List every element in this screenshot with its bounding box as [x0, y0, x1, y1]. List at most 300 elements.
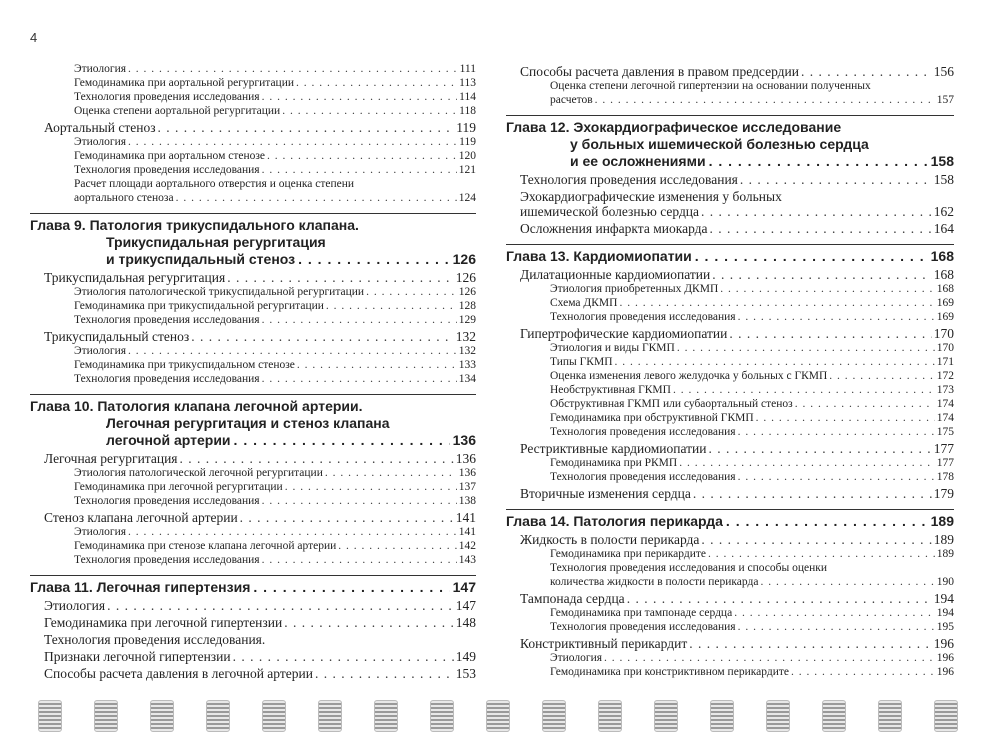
entry-page-number: 164 — [933, 221, 954, 236]
toc-entry[interactable] — [30, 104, 476, 118]
entry-text-line — [520, 204, 954, 219]
entry-page-number: 162 — [933, 204, 954, 219]
entry-text: Гипертрофические кардиомиопатии — [520, 326, 728, 341]
chapter-title-text: и ее осложнениями — [570, 153, 706, 169]
toc-entry[interactable] — [30, 372, 476, 386]
leader-dots — [128, 344, 457, 358]
spiral-ring-icon — [710, 700, 734, 732]
entry-text: Гемодинамика при тампонаде сердца — [550, 607, 733, 619]
leader-dots — [740, 172, 932, 187]
entry-page-number: 143 — [458, 554, 476, 566]
leader-dots — [240, 510, 454, 525]
toc-entry[interactable] — [506, 591, 954, 606]
leader-dots — [234, 432, 450, 449]
entry-text: Этиология — [550, 652, 603, 664]
toc-entry[interactable] — [30, 539, 476, 553]
toc-entry[interactable] — [506, 189, 954, 219]
leader-dots — [795, 397, 935, 411]
leader-dots — [738, 620, 935, 634]
toc-entry[interactable] — [30, 62, 476, 76]
entry-text: Гемодинамика при трикуспидальной регургитации — [74, 300, 324, 312]
spiral-ring-icon — [94, 700, 118, 732]
entry-text: расчетов — [550, 94, 593, 106]
toc-entry[interactable] — [506, 532, 954, 547]
chapter-heading[interactable] — [506, 244, 954, 265]
toc-entry[interactable] — [506, 310, 954, 324]
leader-dots — [760, 575, 934, 589]
entry-text: Гемодинамика при аортальном стенозе — [74, 150, 266, 162]
toc-entry[interactable] — [30, 285, 476, 299]
toc-entry[interactable] — [506, 341, 954, 355]
chapter-page-number: 158 — [930, 153, 954, 169]
entry-text: Легочная регургитация — [44, 451, 178, 466]
toc-entry[interactable] — [506, 441, 954, 456]
entry-text: ишемической болезнью сердца — [520, 204, 700, 219]
entry-page-number: 173 — [936, 384, 954, 396]
leader-dots — [695, 248, 928, 265]
entry-text: Этиология — [74, 345, 127, 357]
entry-page-number: 136 — [455, 451, 476, 466]
leader-dots — [615, 355, 935, 369]
entry-text: Технология проведения исследования — [550, 311, 736, 323]
entry-page-number: 148 — [455, 615, 476, 630]
leader-dots — [262, 90, 458, 104]
leader-dots — [176, 191, 457, 205]
entry-text: Трикуспидальный стеноз — [44, 329, 190, 344]
leader-dots — [708, 547, 935, 561]
entry-text: Тампонада сердца — [520, 591, 625, 606]
entry-page-number: 157 — [936, 94, 954, 106]
entry-text: Схема ДКМП — [550, 297, 618, 309]
toc-entry[interactable] — [30, 666, 476, 681]
leader-dots — [191, 329, 454, 344]
toc-entry[interactable] — [30, 90, 476, 104]
leader-dots — [262, 494, 457, 508]
leader-dots — [791, 665, 935, 679]
entry-text: Трикуспидальная регургитация — [44, 270, 226, 285]
entry-text: Этиология — [44, 598, 106, 613]
page-number: 4 — [30, 30, 38, 45]
entry-page-number: 138 — [458, 495, 476, 507]
leader-dots — [282, 104, 457, 118]
toc-left-column — [30, 62, 476, 681]
leader-dots — [285, 480, 457, 494]
leader-dots — [708, 441, 931, 456]
toc-entry[interactable] — [506, 355, 954, 369]
leader-dots — [709, 153, 928, 170]
entry-page-number: 118 — [459, 105, 476, 117]
entry-page-number: 126 — [458, 286, 476, 298]
entry-page-number: 156 — [933, 64, 954, 79]
spiral-ring-icon — [486, 700, 510, 732]
leader-dots — [729, 326, 931, 341]
leader-dots — [267, 149, 457, 163]
spiral-ring-icon — [318, 700, 342, 732]
entry-page-number: 179 — [933, 486, 954, 501]
entry-page-number: 196 — [936, 666, 954, 678]
entry-text: Этиология приобретенных ДКМП — [550, 283, 719, 295]
leader-dots — [734, 606, 935, 620]
entry-page-number: 168 — [933, 267, 954, 282]
leader-dots — [701, 204, 932, 219]
chapter-title-line — [30, 432, 476, 449]
leader-dots — [253, 579, 449, 596]
entry-page-number: 174 — [936, 398, 954, 410]
entry-page-number: 194 — [936, 607, 954, 619]
toc-entry[interactable] — [506, 79, 954, 107]
entry-page-number: 169 — [936, 297, 954, 309]
chapter-page-number: 168 — [930, 248, 954, 264]
leader-dots — [710, 221, 932, 236]
leader-dots — [712, 267, 932, 282]
entry-text-line — [74, 191, 476, 205]
leader-dots — [673, 383, 935, 397]
entry-text: Технология проведения исследования — [74, 495, 260, 507]
chapter-title-line — [506, 513, 954, 530]
spiral-ring-icon — [766, 700, 790, 732]
toc-entry[interactable] — [506, 620, 954, 634]
spiral-ring-icon — [262, 700, 286, 732]
toc-entry[interactable] — [30, 177, 476, 205]
entry-text: Технология проведения исследования — [520, 172, 738, 187]
toc-entry[interactable] — [506, 665, 954, 679]
toc-entry[interactable] — [506, 326, 954, 341]
toc-entry[interactable] — [30, 466, 476, 480]
entry-text: Технология проведения исследования — [74, 314, 260, 326]
entry-text: Гемодинамика при констриктивном перикардите — [550, 666, 789, 678]
toc-entry[interactable] — [506, 172, 954, 187]
entry-text: Технология проведения исследования — [74, 373, 260, 385]
leader-dots — [595, 93, 935, 107]
entry-page-number: 132 — [458, 345, 476, 357]
leader-dots — [689, 636, 932, 651]
entry-page-number: 141 — [458, 526, 476, 538]
toc-entry[interactable] — [30, 329, 476, 344]
entry-page-number: 124 — [458, 192, 476, 204]
entry-text: Гемодинамика при легочной регургитации — [74, 481, 283, 493]
entry-page-number: 137 — [458, 481, 476, 493]
entry-page-number: 134 — [458, 373, 476, 385]
entry-page-number: 174 — [936, 412, 954, 424]
toc-entry[interactable] — [30, 480, 476, 494]
spiral-ring-icon — [822, 700, 846, 732]
chapter-title-text: Глава 14. Патология перикарда — [506, 513, 723, 529]
leader-dots — [227, 270, 454, 285]
entry-page-number: 149 — [455, 649, 476, 664]
entry-page-number: 196 — [936, 652, 954, 664]
entry-text: Гемодинамика при легочной гипертензии — [44, 615, 283, 630]
entry-page-number: 128 — [458, 300, 476, 312]
leader-dots — [338, 539, 456, 553]
entry-text: Гемодинамика при перикардите — [550, 548, 707, 560]
spiral-ring-icon — [38, 700, 62, 732]
entry-text: Способы расчета давления в правом предсердии — [520, 64, 799, 79]
leader-dots — [233, 649, 454, 664]
entry-text: Типы ГКМП — [550, 356, 613, 368]
toc-entry[interactable] — [30, 632, 476, 647]
entry-page-number: 178 — [936, 471, 954, 483]
leader-dots — [298, 251, 450, 268]
leader-dots — [627, 591, 932, 606]
entry-page-number: 111 — [459, 63, 476, 75]
toc-entry[interactable] — [30, 344, 476, 358]
entry-text: Технология проведения исследования — [550, 426, 736, 438]
toc-entry[interactable] — [30, 649, 476, 664]
leader-dots — [296, 76, 457, 90]
chapter-title-line: у больных ишемической болезнью сердца — [570, 136, 869, 152]
leader-dots — [128, 62, 458, 76]
leader-dots — [726, 513, 928, 530]
entry-page-number: 170 — [936, 342, 954, 354]
chapter-title-line: Трикуспидальная регургитация — [106, 234, 326, 250]
toc-entry[interactable] — [506, 221, 954, 236]
toc-entry[interactable] — [506, 651, 954, 665]
entry-text: Технология проведения исследования — [74, 91, 260, 103]
toc-entry[interactable] — [30, 149, 476, 163]
entry-text: Этиология — [74, 63, 127, 75]
leader-dots — [315, 666, 454, 681]
entry-text: Гемодинамика при аортальной регургитации — [74, 77, 295, 89]
chapter-heading[interactable] — [30, 213, 476, 268]
entry-page-number: 195 — [936, 621, 954, 633]
toc-entry[interactable] — [506, 411, 954, 425]
entry-text: Технология проведения исследования — [550, 471, 736, 483]
leader-dots — [262, 163, 457, 177]
chapter-title-text: и трикуспидальный стеноз — [106, 251, 296, 267]
entry-text-line: Технология проведения исследования и способы оценки — [550, 562, 828, 574]
entry-page-number: 126 — [455, 270, 476, 285]
entry-text-line — [550, 575, 954, 589]
toc-entry[interactable] — [30, 494, 476, 508]
leader-dots — [701, 532, 931, 547]
entry-text: Гемодинамика при стенозе клапана легочной артерии — [74, 540, 337, 552]
entry-page-number: 189 — [933, 532, 954, 547]
toc-right-column — [506, 62, 954, 679]
toc-entry[interactable] — [30, 135, 476, 149]
leader-dots — [128, 525, 457, 539]
entry-text: Этиология — [74, 136, 127, 148]
entry-text: Гемодинамика при РКМП — [550, 457, 678, 469]
entry-text: Оценка изменения левого желудочка у больных с ГКМП — [550, 370, 828, 382]
entry-page-number: 119 — [456, 120, 476, 135]
toc-entry[interactable] — [30, 299, 476, 313]
leader-dots — [801, 64, 932, 79]
chapter-page-number: 147 — [452, 579, 476, 595]
toc-entry[interactable] — [30, 615, 476, 630]
entry-text: Жидкость в полости перикарда — [520, 532, 700, 547]
leader-dots — [738, 425, 935, 439]
chapter-heading[interactable] — [30, 394, 476, 449]
toc-entry[interactable] — [506, 425, 954, 439]
entry-text: Оценка степени аортальной регургитации — [74, 105, 281, 117]
chapter-title-line: Глава 10. Патология клапана легочной артерии. — [30, 398, 363, 414]
chapter-title-text: легочной артерии — [106, 432, 231, 448]
toc-entry[interactable] — [506, 383, 954, 397]
entry-page-number: 136 — [458, 467, 476, 479]
toc-entry[interactable] — [30, 76, 476, 90]
entry-page-number: 133 — [458, 359, 476, 371]
entry-text: Обструктивная ГКМП или субаортальный стеноз — [550, 398, 793, 410]
toc-entry[interactable] — [506, 606, 954, 620]
leader-dots — [679, 456, 935, 470]
leader-dots — [107, 598, 454, 613]
leader-dots — [297, 358, 457, 372]
toc-entry[interactable] — [30, 358, 476, 372]
entry-page-number: 153 — [455, 666, 476, 681]
entry-page-number: 170 — [933, 326, 954, 341]
entry-text-line: Оценка степени легочной гипертензии на основании полученных — [550, 80, 871, 92]
leader-dots — [366, 285, 457, 299]
toc-entry[interactable] — [30, 525, 476, 539]
entry-text: Технология проведения исследования. — [44, 632, 266, 647]
entry-text: Констриктивный перикардит — [520, 636, 688, 651]
leader-dots — [829, 369, 934, 383]
spiral-ring-icon — [934, 700, 958, 732]
leader-dots — [619, 296, 934, 310]
entry-page-number: 132 — [455, 329, 476, 344]
entry-page-number: 190 — [936, 576, 954, 588]
toc-entry[interactable] — [506, 296, 954, 310]
toc-entry[interactable] — [506, 64, 954, 79]
entry-page-number: 119 — [459, 136, 476, 148]
entry-text: Этиология патологической трикуспидальной регургитации — [74, 286, 365, 298]
leader-dots — [284, 615, 454, 630]
leader-dots — [326, 299, 457, 313]
toc-entry[interactable] — [506, 547, 954, 561]
chapter-heading[interactable] — [506, 115, 954, 170]
chapter-title-text: Глава 11. Легочная гипертензия — [30, 579, 251, 595]
spiral-ring-icon — [374, 700, 398, 732]
entry-page-number: 194 — [933, 591, 954, 606]
entry-text: Технология проведения исследования — [74, 164, 260, 176]
toc-entry[interactable] — [30, 163, 476, 177]
entry-page-number: 113 — [459, 77, 476, 89]
spiral-ring-icon — [598, 700, 622, 732]
toc-entry[interactable] — [506, 561, 954, 589]
leader-dots — [325, 466, 457, 480]
entry-text: Технология проведения исследования — [74, 554, 260, 566]
entry-page-number: 120 — [458, 150, 476, 162]
leader-dots — [158, 120, 455, 135]
entry-text: Этиология — [74, 526, 127, 538]
toc-entry[interactable] — [506, 282, 954, 296]
entry-text: Аортальный стеноз — [44, 120, 156, 135]
toc-entry[interactable] — [30, 598, 476, 613]
chapter-heading[interactable] — [506, 509, 954, 530]
entry-page-number: 129 — [458, 314, 476, 326]
toc-entry[interactable] — [506, 456, 954, 470]
toc-entry[interactable] — [506, 486, 954, 501]
entry-text: Рестриктивные кардиомиопатии — [520, 441, 707, 456]
entry-page-number: 172 — [936, 370, 954, 382]
entry-text: Осложнения инфаркта миокарда — [520, 221, 708, 236]
leader-dots — [693, 486, 932, 501]
chapter-title-line: Глава 9. Патология трикуспидального клапана. — [30, 217, 359, 233]
entry-text: Технология проведения исследования — [550, 621, 736, 633]
leader-dots — [128, 135, 457, 149]
chapter-title-line — [30, 251, 476, 268]
entry-page-number: 196 — [933, 636, 954, 651]
toc-entry[interactable] — [506, 636, 954, 651]
chapter-page-number: 126 — [452, 251, 476, 267]
entry-text: Стеноз клапана легочной артерии — [44, 510, 238, 525]
entry-page-number: 169 — [936, 311, 954, 323]
entry-text: Вторичные изменения сердца — [520, 486, 691, 501]
spiral-ring-icon — [542, 700, 566, 732]
toc-entry[interactable] — [30, 510, 476, 525]
entry-page-number: 121 — [458, 164, 476, 176]
entry-text: Этиология патологической легочной регургитации — [74, 467, 323, 479]
entry-page-number: 168 — [936, 283, 954, 295]
entry-page-number: 141 — [455, 510, 476, 525]
entry-page-number: 142 — [458, 540, 476, 552]
chapter-title-line — [506, 248, 954, 265]
chapter-title-line — [506, 153, 954, 170]
leader-dots — [604, 651, 935, 665]
toc-entry[interactable] — [30, 120, 476, 135]
entry-text: Этиология и виды ГКМП — [550, 342, 675, 354]
entry-page-number: 147 — [455, 598, 476, 613]
entry-text-line: Эхокардиографические изменения у больных — [520, 189, 782, 204]
leader-dots — [180, 451, 454, 466]
entry-page-number: 177 — [936, 457, 954, 469]
chapter-heading[interactable] — [30, 575, 476, 596]
toc-entry[interactable] — [30, 270, 476, 285]
entry-page-number: 158 — [933, 172, 954, 187]
entry-text-line: Расчет площади аортального отверстия и оценка степени — [74, 178, 355, 190]
chapter-title-line — [30, 579, 476, 596]
entry-text: количества жидкости в полости перикарда — [550, 576, 759, 588]
entry-text: Гемодинамика при обструктивной ГКМП — [550, 412, 754, 424]
entry-text: Способы расчета давления в легочной артерии — [44, 666, 313, 681]
entry-page-number: 114 — [459, 91, 476, 103]
entry-page-number: 175 — [936, 426, 954, 438]
leader-dots — [720, 282, 935, 296]
leader-dots — [756, 411, 935, 425]
chapter-title-line: Глава 12. Эхокардиографическое исследование — [506, 119, 842, 135]
leader-dots — [738, 470, 935, 484]
spiral-ring-icon — [150, 700, 174, 732]
entry-page-number: 177 — [933, 441, 954, 456]
spiral-ring-icon — [878, 700, 902, 732]
entry-page-number: 189 — [936, 548, 954, 560]
chapter-page-number: 189 — [930, 513, 954, 529]
entry-text-line — [550, 93, 954, 107]
toc-entry[interactable] — [506, 397, 954, 411]
toc-entry[interactable] — [506, 267, 954, 282]
leader-dots — [262, 553, 457, 567]
toc-entry[interactable] — [506, 369, 954, 383]
toc-entry[interactable] — [506, 470, 954, 484]
spiral-ring-icon — [654, 700, 678, 732]
entry-text: аортального стеноза — [74, 192, 174, 204]
spiral-ring-icon — [430, 700, 454, 732]
entry-text: Признаки легочной гипертензии — [44, 649, 231, 664]
leader-dots — [677, 341, 935, 355]
entry-text: Гемодинамика при трикуспидальном стенозе — [74, 359, 295, 371]
toc-entry[interactable] — [30, 553, 476, 567]
entry-text: Необструктивная ГКМП — [550, 384, 671, 396]
leader-dots — [262, 313, 457, 327]
toc-entry[interactable] — [30, 313, 476, 327]
chapter-title-text: Глава 13. Кардиомиопатии — [506, 248, 692, 264]
chapter-page-number: 136 — [452, 432, 476, 448]
leader-dots — [738, 310, 935, 324]
spiral-binding — [0, 700, 1000, 737]
entry-text: Дилатационные кардиомиопатии — [520, 267, 711, 282]
entry-page-number: 171 — [936, 356, 954, 368]
toc-entry[interactable] — [30, 451, 476, 466]
